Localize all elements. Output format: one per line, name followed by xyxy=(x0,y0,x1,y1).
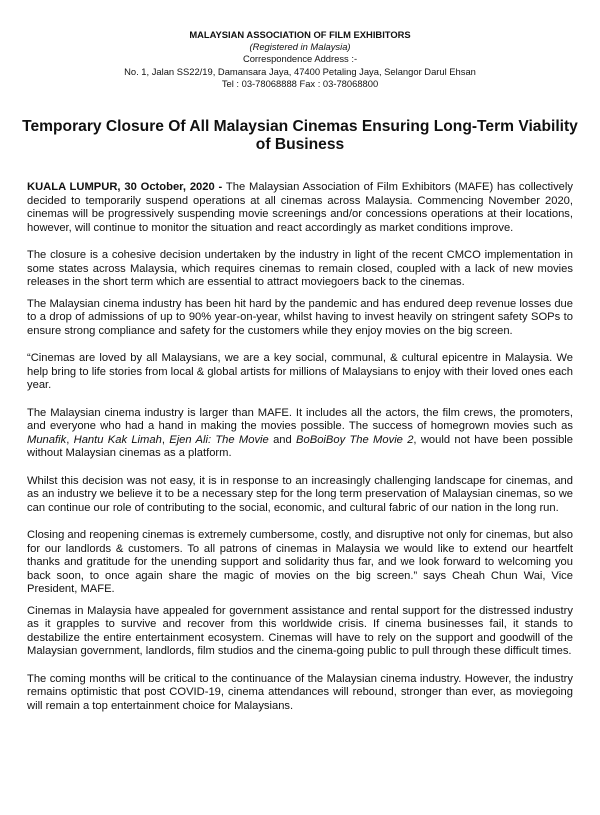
movie-title-boboiboy: BoBoiBoy The Movie 2 xyxy=(296,433,414,446)
paragraph-5-sep-1: , xyxy=(66,433,74,446)
paragraph-1-text: The Malaysian Association of Film Exhibitors (MAFE) has collectively decided to temporarily suspend operations at all cinemas across Malaysia. Commencing November 2020, cinemas will be progressively suspending movie screenings and/or concessions operations at their locations, however, will continue to monitor the situation and react accordingly as market conditions improve. xyxy=(27,181,573,234)
movie-title-ejen-ali: Ejen Ali: The Movie xyxy=(169,433,269,446)
movie-title-munafik: Munafik xyxy=(27,433,67,446)
paragraph-2: The closure is a cohesive decision undertaken by the industry in light of the recent CMCO implementation in some states across Malaysia, which requires cinemas to remain closed, coupled with a lack of new movies releases in the short term which are essential to attract moviegoers back to the cinemas. xyxy=(27,249,573,288)
paragraph-4: “Cinemas are loved by all Malaysians, we are a key social, communal, & cultural epicentre in Malaysia. We help bring to life stories from local & global artists for millions of Malaysians to enjoy with their loved ones each year. xyxy=(27,352,573,391)
document-title: Temporary Closure Of All Malaysian Cinemas Ensuring Long-Term Viability of Business xyxy=(22,118,578,153)
paragraph-7: Closing and reopening cinemas is extremely cumbersome, costly, and disruptive not only for cinemas, but also for our landlords & customers. To all patrons of cinemas in Malaysia we would like to extend our heartfelt thanks and gratitude for the unending support and solidarity thus far, and we look forward to welcoming you back soon, to once again share the magic of movies on the big screen.” says Cheah Chun Wai, Vice President, MAFE. xyxy=(27,529,573,595)
paragraph-9: The coming months will be critical to the continuance of the Malaysian cinema industry. However, the industry remains optimistic that post COVID-19, cinema attendances will rebound, stronger than ever, as moviegoing will remain a top entertainment choice for Malaysians. xyxy=(27,672,573,712)
letterhead-organization: MALAYSIAN ASSOCIATION OF FILM EXHIBITORS xyxy=(189,29,411,40)
letterhead xyxy=(0,29,600,90)
paragraph-5-sep-2: , xyxy=(161,433,170,446)
paragraph-5-text-a: The Malaysian cinema industry is larger than MAFE. It includes all the actors, the film crews, the promoters, and everyone who had a hand in making the movies possible. The success of homegrown movies such as xyxy=(27,406,573,432)
paragraph-3: The Malaysian cinema industry has been hit hard by the pandemic and has endured deep revenue losses due to a drop of admissions of up to 90% year-on-year, whilst having to invest heavily on stringent safety SOPs to ensure strong compliance and safety for the customers while they enjoy movies on the big screen. xyxy=(27,297,573,337)
letterhead-address: No. 1, Jalan SS22/19, Damansara Jaya, 47400 Petaling Jaya, Selangor Darul Ehsan xyxy=(124,65,476,77)
letterhead-registration: (Registered in Malaysia) xyxy=(249,41,351,53)
paragraph-5-text-b: , would not have been possible without Malaysian cinemas as a platform. xyxy=(27,433,573,459)
paragraph-6: Whilst this decision was not easy, it is in response to an increasingly challenging landscape for cinemas, and as an industry we believe it to be a necessary step for the long term preservation of Malaysian cinemas, so we can continue our role of contributing to the social, economic, and cultural fabric of our nation in the long run. xyxy=(27,474,573,514)
dateline: KUALA LUMPUR, 30 October, 2020 - xyxy=(27,181,223,193)
paragraph-5-sep-3: and xyxy=(268,433,297,446)
letterhead-correspondence-label: Correspondence Address :- xyxy=(242,53,358,65)
letterhead-contact: Tel : 03-78068888 Fax : 03-78068800 xyxy=(221,77,379,89)
paragraph-1 xyxy=(27,181,573,235)
document-body xyxy=(27,181,573,727)
movie-title-hantu-kak-limah: Hantu Kak Limah xyxy=(73,433,162,446)
paragraph-5 xyxy=(27,407,573,461)
paragraph-8: Cinemas in Malaysia have appealed for government assistance and rental support for the distressed industry as it grapples to survive and recover from this worldwide crisis. If cinema businesses fail, it stands to destabilize the entire entertainment ecosystem. Cinemas will have to rely on the support and goodwill of the Malaysian government, landlords, film studios and the cinema-going public to pull through these difficult times. xyxy=(27,604,573,657)
